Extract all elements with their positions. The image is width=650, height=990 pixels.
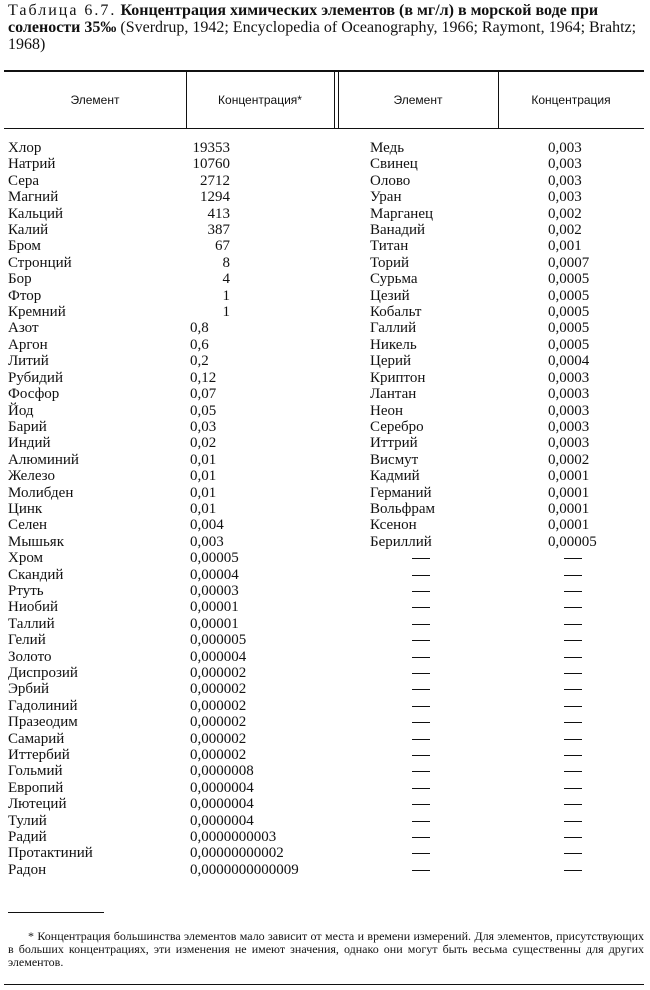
concentration-left: 0,00005 [190, 550, 239, 567]
concentration-right: 0,003 [548, 156, 582, 173]
element-name-right: Криптон [370, 369, 426, 386]
table-row [0, 353, 650, 369]
table-caption [8, 2, 644, 53]
concentration-left: 0,0000000003 [190, 829, 277, 846]
empty-dash [412, 673, 430, 674]
empty-dash [412, 771, 430, 772]
concentration-right: 0,002 [548, 205, 582, 222]
element-name-left: Мышьяк [8, 533, 64, 550]
empty-dash [412, 853, 430, 854]
table-row [0, 763, 650, 779]
concentration-left: 0,000002 [190, 665, 247, 681]
empty-dash [564, 558, 582, 559]
empty-dash [564, 673, 582, 674]
header-element-left: Элемент [70, 93, 120, 107]
element-name-left: Тулий [8, 812, 47, 829]
empty-dash [564, 640, 582, 641]
footnote-rule [8, 912, 104, 913]
concentration-left: 0,0000004 [190, 796, 254, 813]
element-name-left: Таллий [8, 615, 55, 632]
concentration-left: 0,01 [190, 468, 217, 485]
concentration-right: 0,0003 [548, 386, 590, 403]
element-name-right: Марганец [370, 205, 434, 222]
table-row [0, 698, 650, 714]
table-row [0, 435, 650, 451]
element-name-left: Магний [8, 189, 59, 206]
element-name-left: Рубидий [8, 369, 63, 386]
table-row [0, 845, 650, 861]
element-name-left: Цинк [8, 500, 43, 517]
element-name-right: Медь [370, 140, 405, 156]
element-name-right: Цезий [370, 287, 410, 304]
element-name-left: Хлор [8, 140, 42, 156]
caption-label: Таблица 6.7. [8, 2, 117, 19]
concentration-right: 0,0005 [548, 287, 590, 304]
header-element-right: Элемент [393, 93, 443, 107]
table-row [0, 731, 650, 747]
concentration-left: 0,000002 [190, 681, 247, 698]
concentration-left: 0,00000000002 [190, 845, 284, 862]
element-name-left: Радон [8, 861, 47, 878]
empty-dash [412, 837, 430, 838]
concentration-left: 10760 [192, 156, 230, 173]
element-name-left: Алюминий [8, 451, 79, 468]
element-name-right: Иттрий [370, 435, 418, 452]
element-name-right: Церий [370, 353, 412, 370]
table-row [0, 599, 650, 615]
element-name-right: Кобальт [370, 304, 422, 321]
element-name-left: Ниобий [8, 599, 59, 616]
empty-dash [412, 558, 430, 559]
concentration-right: 0,0001 [548, 484, 590, 501]
concentration-right: 0,0002 [548, 451, 590, 468]
table-body [0, 140, 650, 878]
empty-dash [564, 575, 582, 576]
empty-dash [564, 870, 582, 871]
table-row [0, 255, 650, 271]
concentration-left: 0,01 [190, 451, 217, 468]
table-row [0, 485, 650, 501]
empty-dash [412, 804, 430, 805]
table-row [0, 567, 650, 583]
table-row [0, 468, 650, 484]
concentration-left: 0,004 [190, 517, 224, 534]
concentration-right: 0,0003 [548, 418, 590, 435]
table-row [0, 796, 650, 812]
table-row [0, 304, 650, 320]
concentration-left: 4 [222, 271, 230, 288]
table-row [0, 714, 650, 730]
element-name-right: Никель [370, 336, 417, 353]
concentration-left: 67 [215, 238, 230, 255]
concentration-left: 19353 [192, 140, 230, 156]
concentration-right: 0,003 [548, 140, 582, 156]
table-row [0, 583, 650, 599]
element-name-right: Кадмий [370, 468, 420, 485]
concentration-right: 0,0001 [548, 468, 590, 485]
table-row [0, 337, 650, 353]
table-row [0, 320, 650, 336]
concentration-right: 0,0005 [548, 304, 590, 321]
element-name-left: Барий [8, 418, 47, 435]
empty-dash [412, 821, 430, 822]
concentration-right: 0,0005 [548, 320, 590, 337]
empty-dash [412, 657, 430, 658]
element-name-right: Галлий [370, 320, 417, 337]
element-name-left: Празеодим [8, 714, 78, 731]
element-name-left: Литий [8, 353, 49, 370]
element-name-left: Азот [8, 320, 39, 337]
table-row [0, 665, 650, 681]
element-name-left: Эрбий [8, 681, 50, 698]
element-name-left: Протактиний [8, 845, 93, 862]
element-name-right: Серебро [370, 418, 424, 435]
concentration-left: 413 [207, 205, 230, 222]
table-row [0, 517, 650, 533]
empty-dash [564, 837, 582, 838]
header-divider [334, 72, 335, 128]
concentration-right: 0,0005 [548, 271, 590, 288]
element-name-right: Торий [370, 254, 410, 271]
element-name-right: Ванадий [370, 222, 426, 239]
concentration-right: 0,001 [548, 238, 582, 255]
concentration-left: 387 [207, 222, 230, 239]
table-row [0, 173, 650, 189]
empty-dash [564, 657, 582, 658]
empty-dash [412, 591, 430, 592]
element-name-right: Титан [370, 238, 409, 255]
element-name-left: Калий [8, 222, 49, 239]
concentration-left: 1 [222, 304, 230, 321]
table-row [0, 206, 650, 222]
concentration-left: 0,01 [190, 500, 217, 517]
concentration-left: 0,000002 [190, 714, 247, 731]
concentration-left: 0,00001 [190, 615, 239, 632]
header-bottom-rule [4, 128, 644, 129]
element-name-left: Ртуть [8, 582, 44, 599]
element-name-left: Индий [8, 435, 51, 452]
element-name-left: Йод [8, 402, 34, 419]
table-row [0, 222, 650, 238]
table-row [0, 238, 650, 254]
footnote: * Концентрация большинства элементов мало зависит от места и времени измерений. Для элементов, присутствующих в больших концентрациях, эти изменения не имеют значения, однако они могут быть весьма существенны для других элементов. [8, 929, 644, 969]
element-name-left: Фосфор [8, 386, 60, 403]
empty-dash [564, 607, 582, 608]
concentration-left: 1294 [200, 189, 230, 206]
table-row [0, 419, 650, 435]
element-name-left: Лютеций [8, 796, 67, 813]
table-row [0, 681, 650, 697]
element-name-left: Бор [8, 271, 32, 288]
element-name-left: Гадолиний [8, 697, 78, 714]
element-name-left: Аргон [8, 336, 48, 353]
element-name-left: Железо [8, 468, 55, 485]
element-name-left: Диспрозий [8, 665, 78, 681]
empty-dash [412, 755, 430, 756]
concentration-right: 0,003 [548, 172, 582, 189]
concentration-right: 0,00005 [548, 533, 597, 550]
element-name-left: Иттербий [8, 747, 70, 764]
table-row [0, 649, 650, 665]
table-row [0, 189, 650, 205]
empty-dash [564, 821, 582, 822]
concentration-left: 0,00003 [190, 582, 239, 599]
concentration-left: 0,0000008 [190, 763, 254, 780]
element-name-right: Олово [370, 172, 411, 189]
table-row [0, 862, 650, 878]
empty-dash [564, 624, 582, 625]
header-concentration-right: Концентрация [531, 93, 611, 107]
concentration-left: 0,01 [190, 484, 217, 501]
empty-dash [564, 706, 582, 707]
concentration-left: 0,000004 [190, 648, 247, 665]
element-name-left: Скандий [8, 566, 64, 583]
element-name-left: Хром [8, 550, 44, 567]
concentration-right: 0,0005 [548, 336, 590, 353]
concentration-left: 0,0000000000009 [190, 861, 299, 878]
empty-dash [412, 607, 430, 608]
empty-dash [564, 771, 582, 772]
empty-dash [412, 706, 430, 707]
concentration-right: 0,002 [548, 222, 582, 239]
concentration-right: 0,0003 [548, 402, 590, 419]
table-row [0, 829, 650, 845]
concentration-left: 0,000002 [190, 697, 247, 714]
empty-dash [564, 853, 582, 854]
element-name-left: Фтор [8, 287, 42, 304]
table-row [0, 780, 650, 796]
element-name-left: Кремний [8, 304, 66, 321]
concentration-left: 0,07 [190, 386, 217, 403]
empty-dash [412, 689, 430, 690]
element-name-right: Уран [370, 189, 402, 206]
table-row [0, 501, 650, 517]
table-row [0, 632, 650, 648]
concentration-left: 0,6 [190, 336, 209, 353]
table-row [0, 156, 650, 172]
table-row [0, 288, 650, 304]
empty-dash [564, 788, 582, 789]
caption-title: Концентрация химических элементов (в мг/л) в морской воде при солености 35‰ [8, 2, 599, 36]
element-name-right: Германий [370, 484, 432, 501]
element-name-right: Висмут [370, 451, 419, 468]
element-name-right: Ксенон [370, 517, 417, 534]
concentration-left: 0,2 [190, 353, 209, 370]
concentration-left: 0,03 [190, 418, 217, 435]
empty-dash [412, 640, 430, 641]
concentration-left: 0,000002 [190, 730, 247, 747]
concentration-right: 0,003 [548, 189, 582, 206]
empty-dash [412, 722, 430, 723]
empty-dash [564, 591, 582, 592]
element-name-right: Неон [370, 402, 404, 419]
element-name-left: Европий [8, 779, 64, 796]
element-name-right: Бериллий [370, 533, 432, 550]
table-row [0, 534, 650, 550]
table-row [0, 616, 650, 632]
element-name-left: Кальций [8, 205, 64, 222]
concentration-left: 0,0000004 [190, 812, 254, 829]
table-row [0, 550, 650, 566]
element-name-left: Селен [8, 517, 48, 534]
table-row [0, 747, 650, 763]
concentration-left: 8 [222, 254, 230, 271]
empty-dash [564, 739, 582, 740]
element-name-right: Сурьма [370, 271, 418, 288]
header-concentration-left: Концентрация* [218, 93, 302, 107]
concentration-right: 0,0003 [548, 369, 590, 386]
concentration-right: 0,0007 [548, 254, 590, 271]
table-row [0, 452, 650, 468]
empty-dash [412, 788, 430, 789]
element-name-left: Самарий [8, 730, 65, 747]
empty-dash [412, 575, 430, 576]
element-name-right: Лантан [370, 386, 417, 403]
element-name-left: Золото [8, 648, 52, 665]
concentration-left: 0,02 [190, 435, 217, 452]
concentration-left: 0,000002 [190, 747, 247, 764]
table-row [0, 813, 650, 829]
empty-dash [412, 739, 430, 740]
table-row [0, 140, 650, 156]
concentration-right: 0,0004 [548, 353, 590, 370]
page-bottom-rule [4, 984, 644, 985]
concentration-left: 0,00001 [190, 599, 239, 616]
table-row [0, 271, 650, 287]
empty-dash [564, 755, 582, 756]
element-name-right: Вольфрам [370, 500, 436, 517]
empty-dash [564, 804, 582, 805]
element-name-right: Свинец [370, 156, 418, 173]
element-name-left: Сера [8, 172, 40, 189]
table-row [0, 403, 650, 419]
concentration-left: 0,12 [190, 369, 217, 386]
element-name-left: Стронций [8, 254, 72, 271]
concentration-left: 0,000005 [190, 632, 247, 649]
caption-sources: (Sverdrup, 1942; Encyclopedia of Oceanography, 1966; Raymont, 1964; Brahtz; 1968) [8, 19, 637, 53]
concentration-left: 0,05 [190, 402, 217, 419]
element-name-left: Натрий [8, 156, 56, 173]
concentration-left: 0,8 [190, 320, 209, 337]
concentration-left: 0,0000004 [190, 779, 254, 796]
empty-dash [564, 689, 582, 690]
empty-dash [412, 624, 430, 625]
concentration-left: 1 [222, 287, 230, 304]
empty-dash [412, 870, 430, 871]
table-row [0, 386, 650, 402]
concentration-left: 0,00004 [190, 566, 239, 583]
table-row [0, 370, 650, 386]
concentration-right: 0,0001 [548, 500, 590, 517]
element-name-left: Радий [8, 829, 47, 846]
concentration-left: 2712 [200, 172, 230, 189]
element-name-left: Молибден [8, 484, 74, 501]
element-name-left: Бром [8, 238, 41, 255]
empty-dash [564, 722, 582, 723]
concentration-right: 0,0001 [548, 517, 590, 534]
concentration-left: 0,003 [190, 533, 224, 550]
concentration-right: 0,0003 [548, 435, 590, 452]
element-name-left: Гелий [8, 632, 46, 649]
element-name-left: Гольмий [8, 763, 63, 780]
